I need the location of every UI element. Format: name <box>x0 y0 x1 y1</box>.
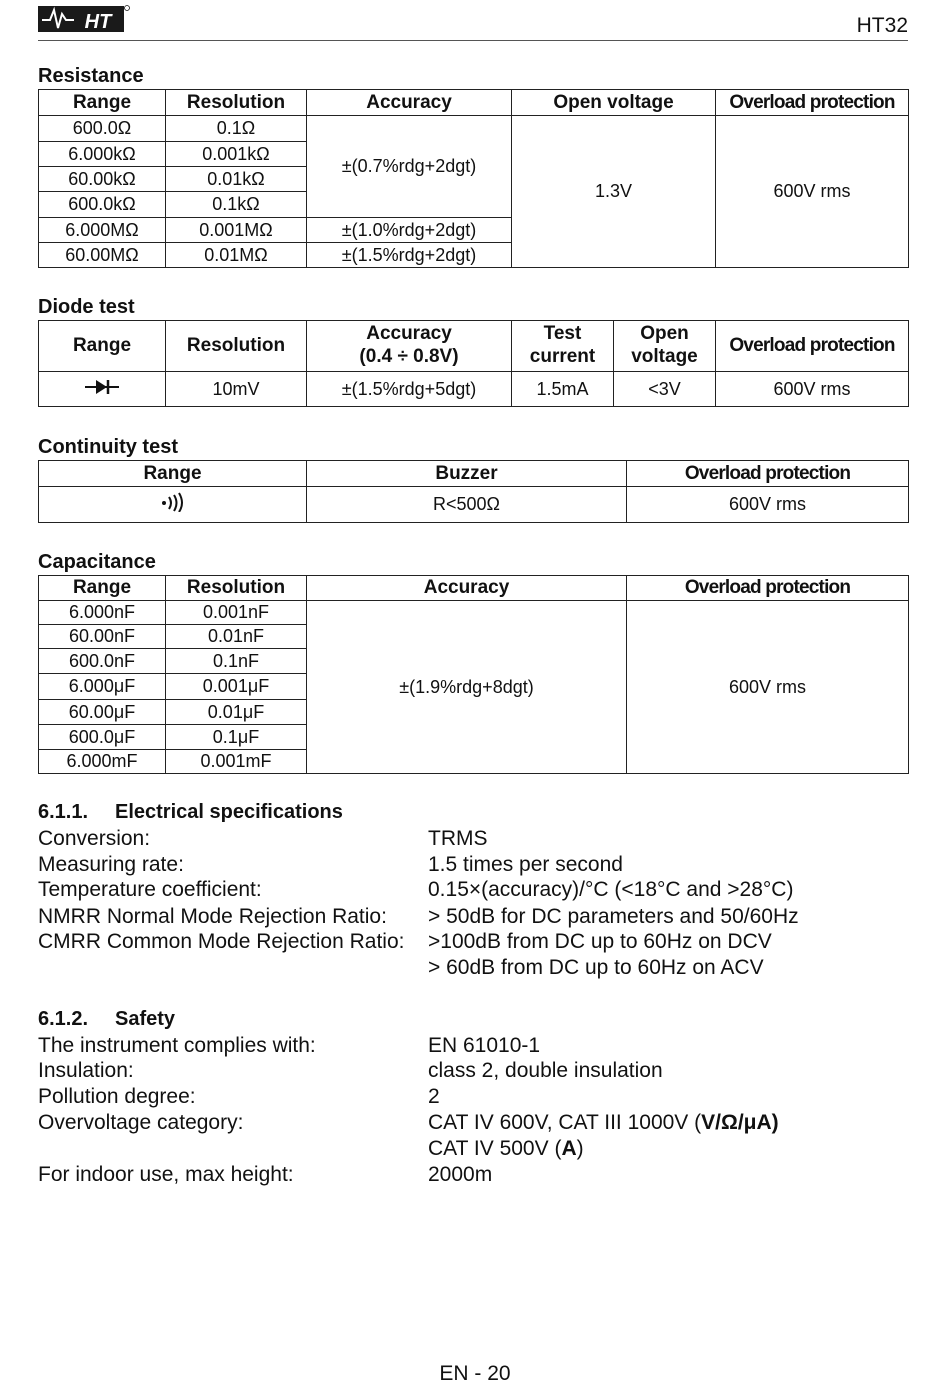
spec-label: The instrument complies with: <box>38 1034 316 1057</box>
resolution-cell: 0.01μF <box>166 700 307 725</box>
range-cell: 60.00μF <box>39 700 166 725</box>
brand-text: HT <box>84 11 112 33</box>
spec-value: 2000m <box>428 1163 493 1186</box>
overvoltage-text: CAT IV 500V ( <box>428 1137 562 1160</box>
resolution-cell: 0.1μF <box>166 725 307 750</box>
spec-label: Overvoltage category: <box>38 1111 244 1134</box>
spec-value: EN 61010-1 <box>428 1034 541 1057</box>
ht-logo <box>38 4 130 34</box>
resolution-cell: 0.001MΩ <box>166 218 307 243</box>
column-header: Overload protection <box>627 461 909 487</box>
column-header: Overload protection <box>716 90 909 116</box>
column-header: Range <box>39 576 166 601</box>
range-cell: 6.000mF <box>39 750 166 774</box>
header-line: Test <box>543 323 582 345</box>
continuity-table <box>38 460 909 523</box>
spec-label: For indoor use, max height: <box>38 1163 294 1186</box>
spec-value: > 50dB for DC parameters and 50/60Hz <box>428 905 799 928</box>
open-voltage-cell: <3V <box>614 372 716 407</box>
spec-value: > 60dB from DC up to 60Hz on ACV <box>428 956 764 979</box>
overload-cell: 600V rms <box>627 487 909 523</box>
spec-label: Insulation: <box>38 1059 134 1082</box>
spec-value <box>428 1137 584 1161</box>
overload-cell: 600V rms <box>716 116 909 268</box>
range-cell: 6.000nF <box>39 601 166 625</box>
column-header <box>512 321 614 372</box>
column-header: Overload protection <box>627 576 909 601</box>
header-line: voltage <box>631 346 698 367</box>
column-header: Resolution <box>166 576 307 601</box>
spec-label: NMRR Normal Mode Rejection Ratio: <box>38 905 387 928</box>
accuracy-cell: ±(1.5%rdg+5dgt) <box>307 372 512 407</box>
spec-label: Conversion: <box>38 827 151 850</box>
header-line: Accuracy <box>366 323 452 345</box>
overvoltage-bold: V/Ω/μA) <box>701 1111 779 1134</box>
column-header: Range <box>39 461 307 487</box>
range-cell: 600.0μF <box>39 725 166 750</box>
column-header: Accuracy <box>307 576 627 601</box>
resolution-cell: 10mV <box>166 372 307 407</box>
safety-heading <box>38 1008 175 1031</box>
column-header: Range <box>39 90 166 116</box>
spec-value: TRMS <box>428 827 488 850</box>
range-cell <box>39 487 307 523</box>
resolution-cell: 0.1kΩ <box>166 192 307 218</box>
capacitance-title: Capacitance <box>38 551 156 573</box>
resistance-title: Resistance <box>38 65 144 87</box>
column-header: Resolution <box>166 321 307 372</box>
overload-cell: 600V rms <box>627 601 909 774</box>
capacitance-table <box>38 575 909 774</box>
spec-value: 2 <box>428 1085 440 1108</box>
spec-label: Pollution degree: <box>38 1085 196 1108</box>
spec-value: 0.15×(accuracy)/°C (<18°C and >28°C) <box>428 878 794 901</box>
diode-title: Diode test <box>38 296 135 318</box>
header-line: (0.4 ÷ 0.8V) <box>359 346 459 367</box>
range-cell: 6.000MΩ <box>39 218 166 243</box>
resistance-table <box>38 89 909 268</box>
column-header: Overload protection <box>716 321 909 372</box>
spec-label: Measuring rate: <box>38 853 184 876</box>
spec-value: class 2, double insulation <box>428 1059 663 1082</box>
accuracy-cell: ±(1.0%rdg+2dgt) <box>307 218 512 243</box>
overload-cell: 600V rms <box>716 372 909 407</box>
column-header: Open voltage <box>512 90 716 116</box>
accuracy-cell: ±(1.9%rdg+8dgt) <box>307 601 627 774</box>
diode-table <box>38 320 909 407</box>
resolution-cell: 0.001mF <box>166 750 307 774</box>
section-title: Electrical specifications <box>115 801 343 823</box>
spec-value: 1.5 times per second <box>428 853 623 876</box>
electrical-heading <box>38 801 343 824</box>
section-number: 6.1.1. <box>38 801 89 823</box>
column-header: Buzzer <box>307 461 627 487</box>
header-line: Open <box>640 323 689 345</box>
continuity-title: Continuity test <box>38 436 178 458</box>
buzzer-cell: R<500Ω <box>307 487 627 523</box>
range-cell: 6.000kΩ <box>39 142 166 167</box>
model-name: HT32 <box>856 14 908 37</box>
column-header <box>614 321 716 372</box>
diode-icon <box>85 378 119 396</box>
accuracy-cell: ±(0.7%rdg+2dgt) <box>307 116 512 218</box>
overvoltage-text: ) <box>576 1137 584 1160</box>
header-line: current <box>529 346 596 367</box>
overvoltage-bold: A <box>561 1137 577 1160</box>
section-title: Safety <box>115 1008 176 1030</box>
resolution-cell: 0.001nF <box>166 601 307 625</box>
spec-label: CMRR Common Mode Rejection Ratio: <box>38 930 405 953</box>
range-cell: 60.00nF <box>39 625 166 649</box>
column-header: Resolution <box>166 90 307 116</box>
spec-value: >100dB from DC up to 60Hz on DCV <box>428 930 772 953</box>
range-cell: 600.0kΩ <box>39 192 166 218</box>
range-cell: 600.0nF <box>39 649 166 674</box>
resolution-cell: 0.01MΩ <box>166 243 307 268</box>
spec-value <box>428 1111 779 1135</box>
range-cell <box>39 372 166 407</box>
resolution-cell: 0.01nF <box>166 625 307 649</box>
column-header: Accuracy <box>307 90 512 116</box>
range-cell: 60.00kΩ <box>39 167 166 192</box>
resolution-cell: 0.001μF <box>166 674 307 700</box>
header-divider <box>38 40 908 41</box>
open-voltage-cell: 1.3V <box>512 116 716 268</box>
section-number: 6.1.2. <box>38 1008 89 1030</box>
range-cell: 600.0Ω <box>39 116 166 142</box>
resolution-cell: 0.1nF <box>166 649 307 674</box>
page-number: EN - 20 <box>439 1362 511 1385</box>
spec-label: Temperature coefficient: <box>38 878 262 901</box>
resolution-cell: 0.01kΩ <box>166 167 307 192</box>
overvoltage-text: CAT IV 600V, CAT III 1000V ( <box>428 1111 702 1134</box>
range-cell: 6.000μF <box>39 674 166 700</box>
accuracy-cell: ±(1.5%rdg+2dgt) <box>307 243 512 268</box>
test-current-cell: 1.5mA <box>512 372 614 407</box>
buzzer-icon <box>160 492 186 512</box>
range-cell: 60.00MΩ <box>39 243 166 268</box>
column-header <box>307 321 512 372</box>
resolution-cell: 0.1Ω <box>166 116 307 142</box>
resolution-cell: 0.001kΩ <box>166 142 307 167</box>
column-header: Range <box>39 321 166 372</box>
